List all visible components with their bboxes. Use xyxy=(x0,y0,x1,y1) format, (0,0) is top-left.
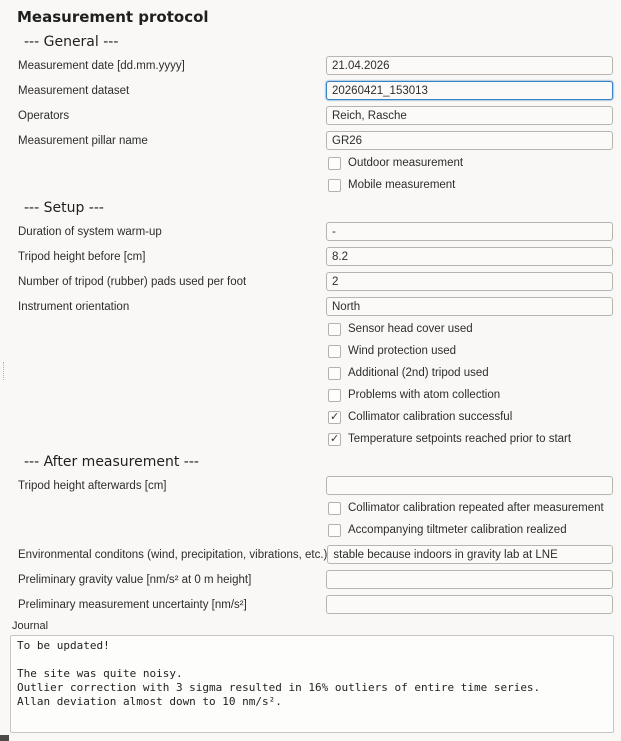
field-row-measurement-dataset xyxy=(18,81,613,100)
splitter-handle[interactable] xyxy=(0,362,4,380)
sensor-head-cover-label: Sensor head cover used xyxy=(348,323,473,335)
checkbox-row-sensor-cover xyxy=(328,322,613,336)
measurement-date-input[interactable] xyxy=(326,56,613,75)
field-row-tripod-pads xyxy=(18,272,613,291)
tripod-height-after-label: Tripod height afterwards [cm] xyxy=(18,479,167,492)
tripod-height-after-input[interactable] xyxy=(326,476,613,495)
measurement-date-label: Measurement date [dd.mm.yyyy] xyxy=(18,59,185,72)
environmental-conditions-label: Environmental conditons (wind, precipitation, vibrations, etc.) xyxy=(18,548,328,561)
additional-tripod-checkbox[interactable] xyxy=(328,367,341,380)
field-row-preliminary-gravity xyxy=(18,570,613,589)
preliminary-uncertainty-label: Preliminary measurement uncertainty [nm/s²] xyxy=(18,598,247,611)
atom-collection-problems-label: Problems with atom collection xyxy=(348,389,501,401)
section-header-general: --- General --- xyxy=(24,34,119,50)
field-row-measurement-date xyxy=(18,56,613,75)
page-title: Measurement protocol xyxy=(17,8,209,26)
field-row-pillar-name xyxy=(18,131,613,150)
preliminary-gravity-input[interactable] xyxy=(326,570,613,589)
field-row-tripod-height-after xyxy=(18,476,613,495)
additional-tripod-label: Additional (2nd) tripod used xyxy=(348,367,489,379)
checkbox-row-additional-tripod xyxy=(328,366,613,380)
section-header-setup: --- Setup --- xyxy=(24,200,104,216)
atom-collection-problems-checkbox[interactable] xyxy=(328,389,341,402)
warmup-duration-input[interactable] xyxy=(326,222,613,241)
operators-label: Operators xyxy=(18,109,70,122)
checkbox-row-mobile xyxy=(328,178,613,192)
collimator-repeated-label: Collimator calibration repeated after measurement xyxy=(348,502,604,514)
pillar-name-label: Measurement pillar name xyxy=(18,134,148,147)
checkbox-row-wind-protection xyxy=(328,344,613,358)
field-row-environmental-conditions xyxy=(18,545,613,564)
tiltmeter-calibration-label: Accompanying tiltmeter calibration realized xyxy=(348,524,567,536)
field-row-warmup xyxy=(18,222,613,241)
collimator-calibration-checkbox[interactable] xyxy=(328,411,341,424)
measurement-dataset-input[interactable] xyxy=(326,81,613,100)
temperature-setpoints-label: Temperature setpoints reached prior to start xyxy=(348,433,572,445)
field-row-preliminary-uncertainty xyxy=(18,595,613,614)
tripod-height-before-input[interactable] xyxy=(326,247,613,266)
outdoor-measurement-label: Outdoor measurement xyxy=(348,157,464,169)
checkbox-row-outdoor xyxy=(328,156,613,170)
tiltmeter-calibration-checkbox[interactable] xyxy=(328,524,341,537)
outdoor-measurement-checkbox[interactable] xyxy=(328,157,341,170)
instrument-orientation-input[interactable] xyxy=(326,297,613,316)
journal-textarea[interactable] xyxy=(10,635,614,733)
sensor-head-cover-checkbox[interactable] xyxy=(328,323,341,336)
tripod-pads-label: Number of tripod (rubber) pads used per foot xyxy=(18,275,247,288)
warmup-duration-label: Duration of system warm-up xyxy=(18,225,162,238)
tripod-pads-input[interactable] xyxy=(326,272,613,291)
corner-artifact xyxy=(0,735,9,741)
checkbox-row-collimator-calibration xyxy=(328,410,613,424)
operators-input[interactable] xyxy=(326,106,613,125)
temperature-setpoints-checkbox[interactable] xyxy=(328,433,341,446)
preliminary-gravity-label: Preliminary gravity value [nm/s² at 0 m height] xyxy=(18,573,252,586)
pillar-name-input[interactable] xyxy=(326,131,613,150)
section-header-after-measurement: --- After measurement --- xyxy=(24,454,199,470)
wind-protection-checkbox[interactable] xyxy=(328,345,341,358)
instrument-orientation-label: Instrument orientation xyxy=(18,300,130,313)
tripod-height-before-label: Tripod height before [cm] xyxy=(18,250,146,263)
preliminary-uncertainty-input[interactable] xyxy=(326,595,613,614)
field-row-orientation xyxy=(18,297,613,316)
checkbox-row-collimator-repeated xyxy=(328,501,613,515)
collimator-repeated-checkbox[interactable] xyxy=(328,502,341,515)
collimator-calibration-label: Collimator calibration successful xyxy=(348,411,513,423)
measurement-dataset-label: Measurement dataset xyxy=(18,84,130,97)
checkbox-row-temperature-setpoints xyxy=(328,432,613,446)
journal-label: Journal xyxy=(12,620,49,632)
field-row-tripod-height-before xyxy=(18,247,613,266)
checkbox-row-tiltmeter xyxy=(328,523,613,537)
mobile-measurement-label: Mobile measurement xyxy=(348,179,456,191)
mobile-measurement-checkbox[interactable] xyxy=(328,179,341,192)
checkbox-row-atom-collection xyxy=(328,388,613,402)
wind-protection-label: Wind protection used xyxy=(348,345,457,357)
environmental-conditions-input[interactable] xyxy=(327,545,613,564)
field-row-operators xyxy=(18,106,613,125)
